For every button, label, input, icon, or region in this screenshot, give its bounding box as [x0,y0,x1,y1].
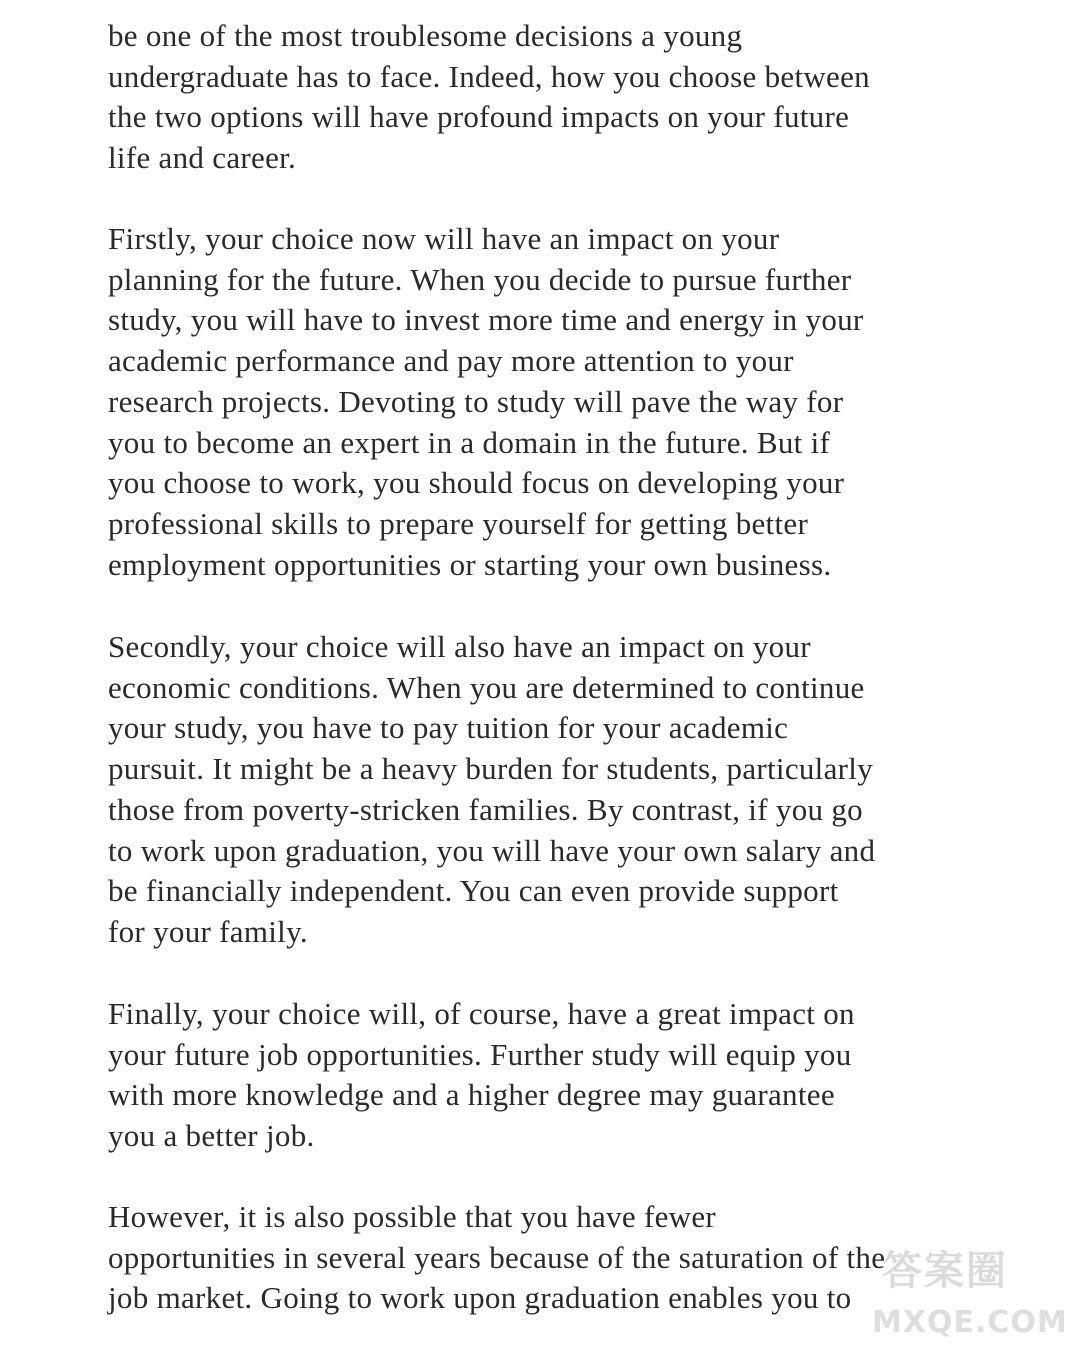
watermark [872,1239,1072,1347]
text-line: your future job opportunities. Further study will equip you [108,1036,852,1072]
text-line: study, you will have to invest more time and energy in your [108,302,864,338]
paragraph-finally [108,994,1008,1157]
text-line: planning for the future. When you decide to pursue further [108,261,852,297]
text-line: Finally, your choice will, of course, have a great impact on [108,996,855,1031]
text-line: you a better job. [108,1118,315,1154]
text-line: with more knowledge and a higher degree may guarantee [108,1077,835,1113]
text-line: professional skills to prepare yourself for getting better [108,505,809,541]
text-line: you choose to work, you should focus on developing your [108,465,845,501]
text-line: However, it is also possible that you have fewer [108,1199,717,1234]
paragraph-intro [108,16,1008,179]
watermark-logo-text: 答案圈 [882,1248,1008,1294]
text-line: your study, you have to pay tuition for your academic [108,710,789,746]
text-line: be one of the most troublesome decisions a young [108,18,743,53]
paragraph-secondly [108,627,1008,953]
text-line: Firstly, your choice now will have an impact on your [108,221,780,256]
text-line: employment opportunities or starting your own business. [108,546,832,582]
text-line: academic performance and pay more attention to your [108,343,794,379]
text-line: economic conditions. When you are determined to continue [108,669,865,705]
text-line: those from poverty-stricken families. By contrast, if you go [108,791,863,827]
text-line: the two options will have profound impacts on your future [108,99,850,135]
text-line: be financially independent. You can even provide support [108,873,839,909]
text-line: research projects. Devoting to study will pave the way for [108,383,844,419]
watermark-site-text: MXQE.COM [872,1305,1068,1340]
text-line: for your family. [108,913,308,949]
text-line: job market. Going to work upon graduation enables you to [108,1280,852,1316]
paragraph-firstly [108,219,1008,585]
text-line: opportunities in several years because of the saturation of the [108,1239,886,1275]
text-line: to work upon graduation, you will have your own salary and [108,832,876,868]
text-line: life and career. [108,140,297,176]
text-line: you to become an expert in a domain in the future. But if [108,424,831,460]
text-line: undergraduate has to face. Indeed, how you choose between [108,58,870,94]
text-line: Secondly, your choice will also have an impact on your [108,629,811,664]
text-line: pursuit. It might be a heavy burden for students, particularly [108,751,873,787]
